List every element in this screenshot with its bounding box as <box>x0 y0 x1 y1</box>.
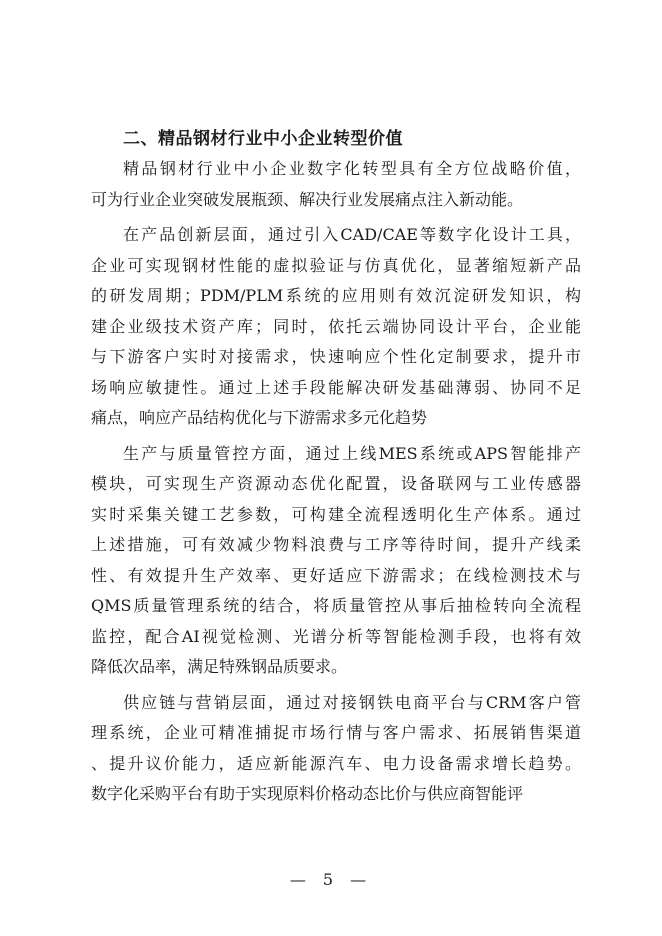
paragraph-line: 的研发周期；PDM/PLM系统的应用则有效沉淀研发知识，构 <box>91 286 581 305</box>
paragraph-line: 与下游客户实时对接需求，快速响应个性化定制要求，提升市 <box>91 347 581 366</box>
paragraph-line: 痛点，响应产品结构优化与下游需求多元化趋势 <box>91 408 428 427</box>
para-product-innovation <box>91 220 581 434</box>
paragraph-container <box>91 154 581 810</box>
paragraph-line: 、提升议价能力，适应新能源汽车、电力设备需求增长趋势。 <box>91 753 581 773</box>
paragraph-line: 在产品创新层面，通过引入CAD/CAE等数字化设计工具， <box>123 225 581 244</box>
paragraph-line: 实时采集关键工艺参数，可构建全流程透明化生产体系。通过 <box>91 504 581 524</box>
paragraph-line: 性、有效提升生产效率、更好适应下游需求；在线检测技术与 <box>91 565 581 585</box>
paragraph-line: 生产与质量管控方面，通过上线MES系统或APS智能排产 <box>123 443 581 463</box>
paragraph-line: 降低次品率，满足特殊钢品质要求。 <box>91 657 348 676</box>
para-production-quality <box>91 439 581 683</box>
para-supply-chain <box>91 688 581 810</box>
paragraph-line: 精品钢材行业中小企业数字化转型具有全方位战略价值， <box>123 159 581 178</box>
page-body <box>91 124 581 815</box>
para-overview <box>91 154 581 215</box>
paragraph-line: QMS质量管理系统的结合，将质量管控从事后抽检转向全流程 <box>91 596 581 615</box>
paragraph-line: 数字化采购平台有助于实现原料价格动态比价与供应商智能评 <box>91 784 524 803</box>
paragraph-line: 建企业级技术资产库；同时，依托云端协同设计平台，企业能 <box>91 316 581 336</box>
paragraph-line: 可为行业企业突破发展瓶颈、解决行业发展痛点注入新动能。 <box>91 189 524 209</box>
section-heading: 二、精品钢材行业中小企业转型价值 <box>123 129 403 149</box>
paragraph-line: 理系统，企业可精准捕捉市场行情与客户需求、拓展销售渠道 <box>91 723 581 742</box>
paragraph-line: 上述措施，可有效减少物料浪费与工序等待时间，提升产线柔 <box>91 535 581 554</box>
paragraph-line: 监控，配合AI视觉检测、光谱分析等智能检测手段，也将有效 <box>91 626 581 646</box>
paragraph-line: 企业可实现钢材性能的虚拟验证与仿真优化，显著缩短新产品 <box>91 255 581 275</box>
paragraph-line: 场响应敏捷性。通过上述手段能解决研发基础薄弱、协同不足 <box>91 377 581 397</box>
page-number: — 5 — <box>289 870 373 889</box>
paragraph-line: 供应链与营销层面，通过对接钢铁电商平台与CRM客户管 <box>123 692 581 712</box>
paragraph-line: 模块，可实现生产资源动态优化配置，设备联网与工业传感器 <box>91 474 581 493</box>
